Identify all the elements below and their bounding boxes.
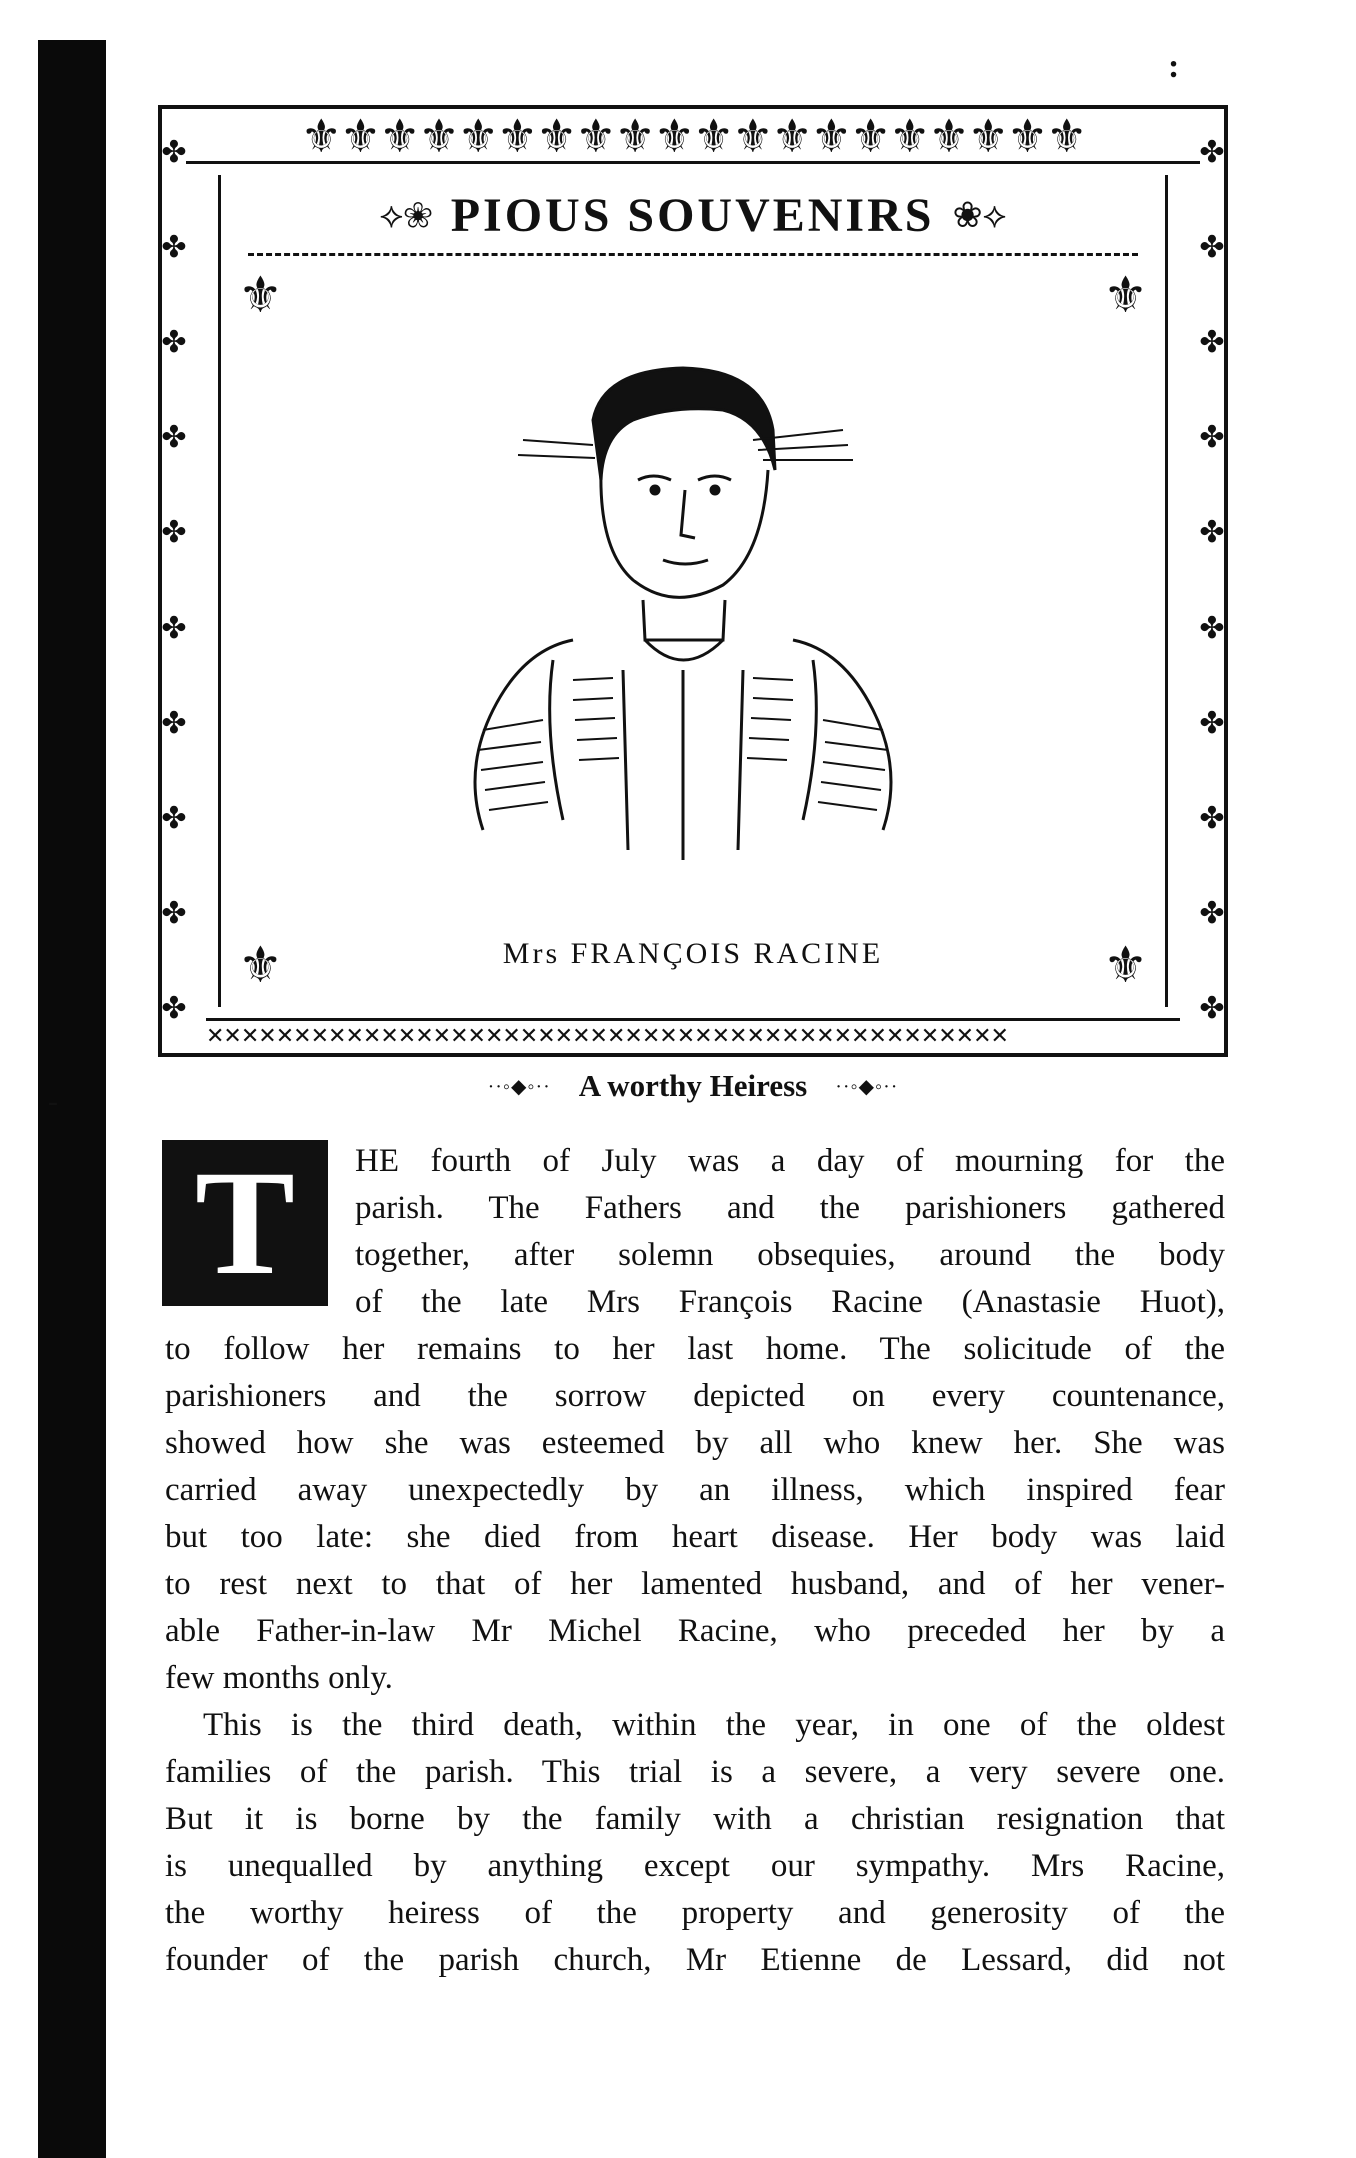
- flower-icon: ✤: [161, 135, 187, 169]
- flower-icon: ✤: [1199, 135, 1225, 169]
- text-line: to rest next to that of her lamented husband, and of her vener-: [165, 1566, 1225, 1602]
- text-line: This is the third death, within the year, in one of the oldest: [203, 1707, 1225, 1743]
- corner-mark: :: [1168, 48, 1180, 85]
- text-line: to follow her remains to her last home. The solicitude of the: [165, 1331, 1225, 1367]
- flower-icon: ✤: [161, 325, 187, 359]
- flower-icon: ✤: [161, 230, 187, 264]
- page-title: PIOUS SOUVENIRS: [450, 188, 935, 242]
- flower-icon: ✤: [161, 801, 187, 835]
- article-heading: A worthy Heiress: [578, 1068, 808, 1103]
- fleur-de-lis-icon: ⚜: [1103, 937, 1148, 993]
- dashed-rule: [248, 253, 1138, 256]
- drop-cap-letter: T: [194, 1140, 296, 1306]
- flower-icon: ✤: [161, 706, 187, 740]
- margin-speck: -: [48, 1085, 58, 1118]
- flower-icon: ✤: [1199, 706, 1225, 740]
- bottom-ornament-band: ✕✕✕✕✕✕✕✕✕✕✕✕✕✕✕✕✕✕✕✕✕✕✕✕✕✕✕✕✕✕✕✕✕✕✕✕✕✕✕✕✕✕✕✕✕✕: [206, 1018, 1180, 1051]
- leaf-ornament-icon: ❀⟡: [952, 194, 1007, 235]
- flower-icon: ✤: [161, 611, 187, 645]
- right-ornament-band: [1192, 105, 1232, 1057]
- text-line: is unequalled by anything except our sympathy. Mrs Racine,: [165, 1848, 1225, 1884]
- ornamental-frame: [158, 105, 1228, 1057]
- text-line: parishioners and the sorrow depicted on every countenance,: [165, 1378, 1225, 1414]
- flower-icon: ✤: [161, 516, 187, 550]
- masthead: [278, 185, 1108, 245]
- fleur-de-lis-band: ⚜⚜⚜⚜⚜⚜⚜⚜⚜⚜⚜⚜⚜⚜⚜⚜⚜⚜⚜⚜: [186, 113, 1200, 164]
- article-body: [165, 1138, 1225, 1984]
- flower-icon: ✤: [1199, 230, 1225, 264]
- left-ornament-band: [154, 105, 194, 1057]
- flower-icon: ✤: [1199, 325, 1225, 359]
- text-line: But it is borne by the family with a christian resignation that: [165, 1801, 1225, 1837]
- text-line: of the late Mrs François Racine (Anastasie Huot),: [355, 1284, 1225, 1320]
- portrait-caption: Mrs FRANÇOIS RACINE: [502, 937, 884, 970]
- heading-ornament-icon: ··◦◆◦··: [487, 1075, 551, 1098]
- flower-icon: ✤: [161, 897, 187, 931]
- portrait-engraving: [423, 350, 943, 870]
- text-line: families of the parish. This trial is a severe, a very severe one.: [165, 1754, 1225, 1790]
- fleur-de-lis-icon: ⚜: [238, 937, 283, 993]
- text-line: able Father-in-law Mr Michel Racine, who preceded her by a: [165, 1613, 1225, 1649]
- article-heading-row: [158, 1068, 1228, 1104]
- heading-ornament-icon: ··◦◆◦··: [835, 1075, 899, 1098]
- flower-icon: ✤: [1199, 611, 1225, 645]
- text-line: parish. The Fathers and the parishioners gathered: [355, 1190, 1225, 1226]
- text-line: few months only.: [165, 1660, 393, 1696]
- flower-icon: ✤: [1199, 421, 1225, 455]
- flower-icon: ✤: [1199, 801, 1225, 835]
- flower-icon: ✤: [161, 992, 187, 1026]
- flower-icon: ✤: [1199, 516, 1225, 550]
- text-line: founder of the parish church, Mr Etienne de Lessard, did not: [165, 1942, 1225, 1978]
- flower-icon: ✤: [1199, 992, 1225, 1026]
- text-line: but too late: she died from heart disease. Her body was laid: [165, 1519, 1225, 1555]
- text-line: the worthy heiress of the property and generosity of the: [165, 1895, 1225, 1931]
- flower-icon: ✤: [1199, 897, 1225, 931]
- text-line: carried away unexpectedly by an illness, which inspired fear: [165, 1472, 1225, 1508]
- leaf-ornament-icon: ⟡❀: [379, 194, 433, 235]
- flower-icon: ✤: [161, 421, 187, 455]
- text-line: together, after solemn obsequies, around the body: [355, 1237, 1225, 1273]
- text-line: HE fourth of July was a day of mourning for the: [355, 1143, 1225, 1179]
- fleur-de-lis-icon: ⚜: [238, 267, 283, 323]
- fleur-de-lis-icon: ⚜: [1103, 267, 1148, 323]
- text-line: showed how she was esteemed by all who knew her. She was: [165, 1425, 1225, 1461]
